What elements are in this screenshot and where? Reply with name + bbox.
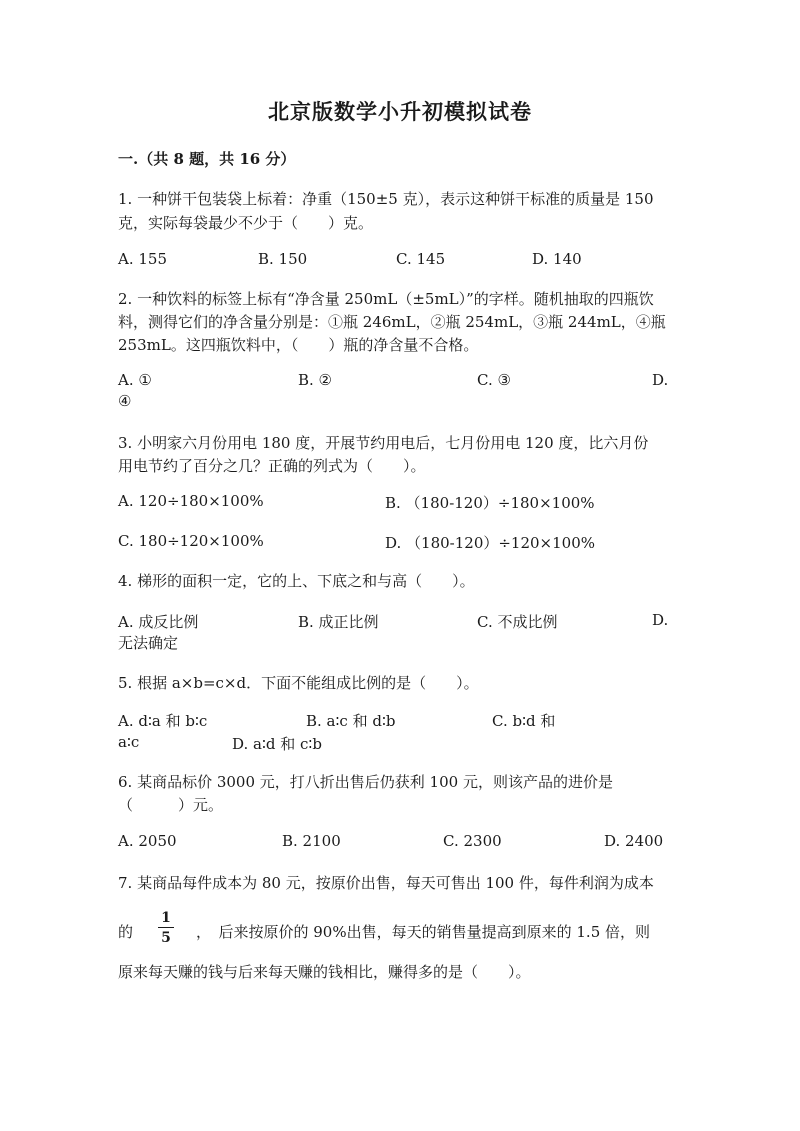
question-1-option-c[interactable]: C. 145: [396, 250, 446, 268]
question-3-option-d[interactable]: D. （180-120）÷120×100%: [385, 534, 596, 552]
fraction-bar: [158, 927, 174, 928]
question-2-option-a[interactable]: A. ①: [118, 371, 152, 389]
question-2-option-c[interactable]: C. ③: [477, 371, 511, 389]
question-4-option-d[interactable]: D.: [652, 611, 669, 629]
question-6-option-b[interactable]: B. 2100: [282, 832, 341, 850]
question-5-line-1: 5. 根据 a×b=c×d．下面不能组成比例的是（ ）。: [118, 674, 479, 692]
question-6-option-a[interactable]: A. 2050: [118, 832, 177, 850]
question-5-option-b[interactable]: B. a∶c 和 d∶b: [306, 712, 396, 730]
question-5-option-c-text: a∶c: [118, 733, 140, 751]
question-4-option-a[interactable]: A. 成反比例: [118, 613, 199, 631]
question-7-line-1: 7. 某商品每件成本为 80 元，按原价出售，每天可售出 100 件，每件利润为成本: [118, 874, 654, 892]
section-heading: 一.（共 8 题，共 16 分）: [118, 150, 296, 168]
question-4-option-d-text: 无法确定: [118, 634, 179, 652]
question-5-option-d[interactable]: D. a∶d 和 c∶b: [232, 735, 322, 753]
question-5-option-c[interactable]: C. b∶d 和: [492, 712, 556, 730]
question-2-line-1: 2. 一种饮料的标签上标有“净含量 250mL（±5mL）”的字样。随机抽取的四瓶饮: [118, 290, 654, 308]
question-2-option-d[interactable]: D.: [652, 371, 669, 389]
question-4-option-b[interactable]: B. 成正比例: [298, 613, 379, 631]
question-2-line-2: 料，测得它们的净含量分别是：①瓶 246mL，②瓶 254mL，③瓶 244mL，④瓶: [118, 313, 666, 331]
question-3-option-a[interactable]: A. 120÷180×100%: [118, 492, 264, 510]
question-6-option-d[interactable]: D. 2400: [604, 832, 664, 850]
page-title: 北京版数学小升初模拟试卷: [268, 99, 532, 124]
question-3-line-2: 用电节约了百分之几？正确的列式为（ ）。: [118, 457, 426, 475]
question-2-option-b[interactable]: B. ②: [298, 371, 333, 389]
question-1-option-b[interactable]: B. 150: [258, 250, 308, 268]
question-3-option-c[interactable]: C. 180÷120×100%: [118, 532, 264, 550]
question-1-option-d[interactable]: D. 140: [532, 250, 582, 268]
question-6-line-2: （ ）元。: [118, 796, 224, 814]
question-7-line-3: 原来每天赚的钱与后来每天赚的钱相比，赚得多的是（ ）。: [118, 963, 531, 981]
question-1-option-a[interactable]: A. 155: [118, 250, 167, 268]
fraction-one-fifth: [158, 910, 174, 946]
question-3-option-b[interactable]: B. （180-120）÷180×100%: [385, 494, 595, 512]
question-4-line-1: 4. 梯形的面积一定，它的上、下底之和与高（ ）。: [118, 572, 475, 590]
question-5-option-a[interactable]: A. d∶a 和 b∶c: [118, 712, 208, 730]
question-6-line-1: 6. 某商品标价 3000 元，打八折出售后仍获利 100 元，则该产品的进价是: [118, 773, 613, 791]
question-2-line-3: 253mL。这四瓶饮料中，（ ）瓶的净含量不合格。: [118, 336, 479, 354]
question-7-line-2a: 的: [118, 923, 134, 941]
question-4-option-c[interactable]: C. 不成比例: [477, 613, 558, 631]
fraction-denominator: 5: [161, 930, 171, 946]
fraction-numerator: 1: [161, 910, 171, 926]
question-1-line-1: 1. 一种饼干包装袋上标着：净重（150±5 克），表示这种饼干标准的质量是 150: [118, 190, 654, 208]
question-6-option-c[interactable]: C. 2300: [443, 832, 502, 850]
question-7-line-2b: ， 后来按原价的 90%出售，每天的销售量提高到原来的 1.5 倍，则: [196, 923, 651, 941]
question-1-line-2: 克，实际每袋最少不少于（ ）克。: [118, 214, 374, 232]
question-2-option-d-text: ④: [118, 392, 132, 410]
question-3-line-1: 3. 小明家六月份用电 180 度，开展节约用电后，七月份用电 120 度，比六月份: [118, 434, 649, 452]
